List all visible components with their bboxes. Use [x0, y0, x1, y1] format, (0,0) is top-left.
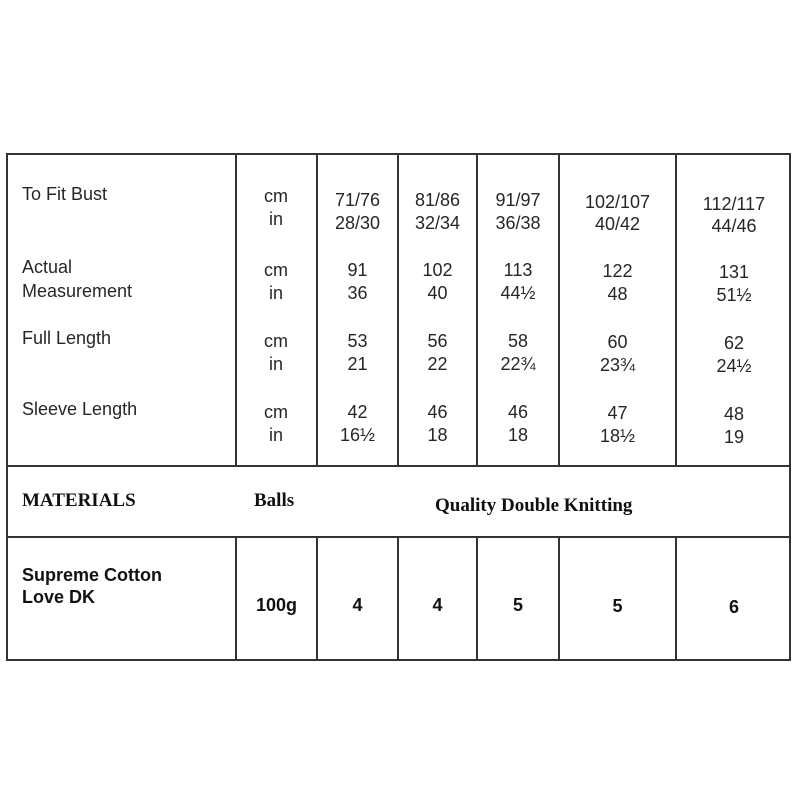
yarn-name-line2: Love DK	[22, 587, 96, 607]
cell-value: 48	[723, 404, 745, 424]
unit-cm: cm	[264, 186, 288, 206]
cell-value: 22¾	[500, 354, 536, 374]
unit-in: in	[268, 209, 283, 229]
cell-value: 18½	[599, 426, 636, 446]
size-materials-table	[6, 153, 791, 661]
cell-value: 40	[427, 283, 448, 303]
cell-value: 22	[427, 354, 448, 374]
cell-value: 71/76	[334, 190, 381, 210]
cell-value: 131	[718, 262, 750, 282]
row-label-measurement: Measurement	[22, 281, 133, 301]
cell-value: 113	[503, 260, 533, 280]
cell-value: 51½	[716, 285, 752, 305]
cell-value: 91	[347, 260, 368, 280]
cell-value: 32/34	[414, 213, 461, 233]
ball-count: 4	[432, 595, 443, 615]
cell-value: 24½	[716, 356, 752, 376]
cell-value: 112/117	[702, 194, 766, 214]
cell-value: 46	[507, 402, 529, 422]
cell-value: 102/107	[584, 192, 651, 212]
cell-value: 122	[602, 261, 633, 281]
cell-value: 47	[607, 403, 628, 423]
balls-heading: Balls	[254, 490, 295, 511]
unit-cm: cm	[264, 331, 288, 351]
cell-value: 36	[347, 283, 368, 303]
unit-in: in	[268, 425, 283, 445]
unit-in: in	[268, 283, 283, 303]
cell-value: 18	[507, 425, 529, 445]
ball-count: 5	[512, 595, 523, 615]
cell-value: 91/97	[495, 190, 541, 210]
cell-value: 53	[347, 331, 368, 351]
cell-value: 21	[347, 354, 368, 374]
unit-in: in	[268, 354, 283, 374]
cell-value: 42	[347, 402, 368, 422]
ball-count: 5	[612, 596, 623, 616]
yarn-name-line1: Supreme Cotton	[22, 565, 163, 585]
ball-count: 4	[352, 595, 363, 615]
cell-value: 62	[723, 333, 745, 353]
cell-value: 23¾	[599, 355, 636, 375]
cell-value: 16½	[339, 425, 376, 445]
row-label-full-length: Full Length	[22, 328, 112, 348]
materials-heading: MATERIALS	[22, 490, 136, 511]
cell-value: 56	[427, 331, 448, 351]
cell-value: 58	[507, 331, 529, 351]
cell-value: 60	[607, 332, 628, 352]
cell-value: 44½	[500, 283, 536, 303]
row-label-to-fit-bust: To Fit Bust	[22, 184, 108, 204]
cell-value: 46	[427, 402, 448, 422]
unit-cm: cm	[264, 402, 288, 422]
cell-value: 19	[723, 427, 745, 447]
cell-value: 36/38	[495, 213, 541, 233]
cell-value: 44/46	[711, 216, 757, 236]
ball-weight: 100g	[255, 595, 298, 615]
row-label-actual: Actual	[22, 257, 73, 277]
cell-value: 18	[427, 425, 448, 445]
quality-heading: Quality Double Knitting	[435, 495, 633, 516]
cell-value: 48	[607, 284, 628, 304]
unit-cm: cm	[264, 260, 288, 280]
cell-value: 40/42	[594, 214, 641, 234]
divider-sizes-bottom	[8, 465, 789, 467]
ball-count: 6	[728, 597, 739, 617]
row-label-sleeve-length: Sleeve Length	[22, 399, 138, 419]
cell-value: 28/30	[334, 213, 381, 233]
cell-value: 102	[422, 260, 453, 280]
cell-value: 81/86	[414, 190, 461, 210]
